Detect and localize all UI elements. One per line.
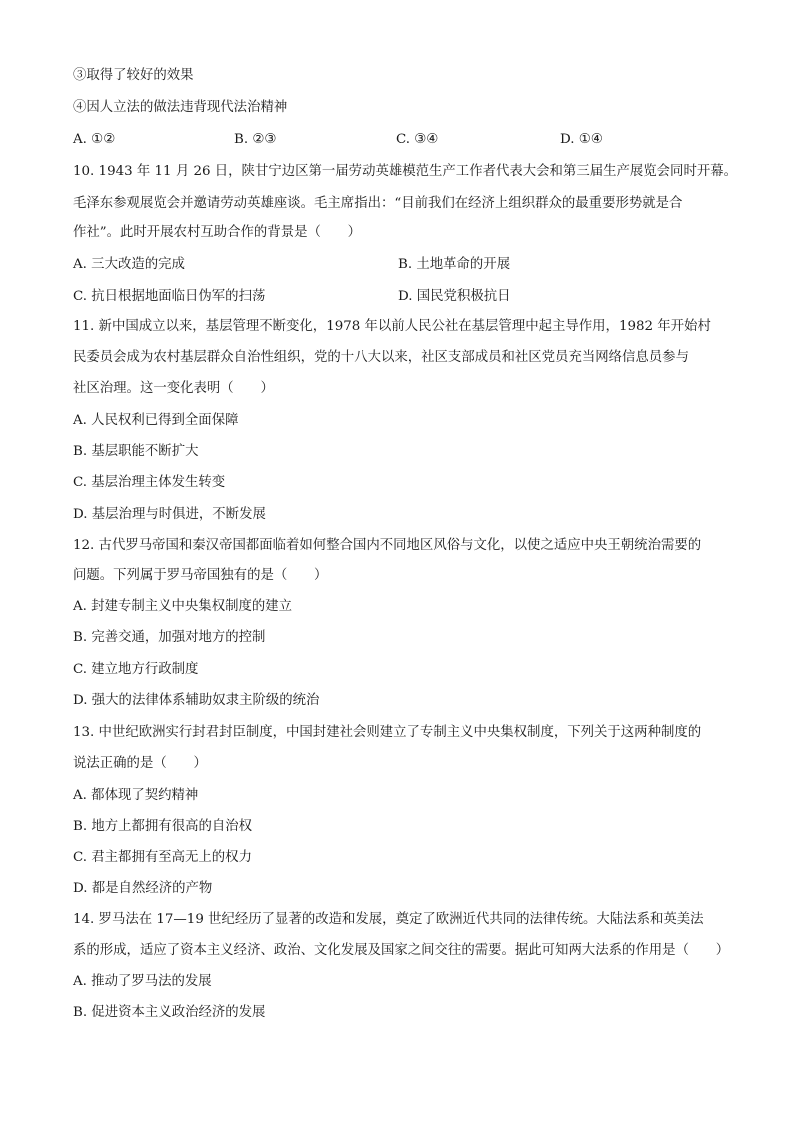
q10-stem-line-2: 毛泽东参观展览会并邀请劳动英雄座谈。毛主席指出：“目前我们在经济上组织群众的最重要形势就是合 [73, 196, 683, 211]
statement-4: ④因人立法的做法违背现代法治精神 [73, 100, 288, 115]
q13-option-d: D. 都是自然经济的产物 [73, 881, 213, 896]
q12-option-c: C. 建立地方行政制度 [73, 662, 199, 677]
q10-option-b: B. 土地革命的开展 [398, 257, 511, 272]
q11-stem-line-3: 社区治理。这一变化表明（ ） [73, 381, 274, 396]
q10-option-d: D. 国民党积极抗日 [398, 289, 511, 304]
q11-option-d: D. 基层治理与时俱进，不断发展 [73, 507, 266, 522]
q12-stem-line-2: 问题。下列属于罗马帝国独有的是（ ） [73, 568, 328, 583]
q12-option-d: D. 强大的法律体系辅助奴隶主阶级的统治 [73, 693, 320, 708]
q13-option-b: B. 地方上都拥有很高的自治权 [73, 819, 253, 834]
q11-stem-line-1: 11. 新中国成立以来，基层管理不断变化，1978 年以前人民公社在基层管理中起主导作用，1982 年开始村 [73, 319, 711, 334]
q14-stem-line-1: 14. 罗马法在 17—19 世纪经历了显著的改造和发展，奠定了欧洲近代共同的法律传统。大陆法系和英美法 [73, 912, 704, 927]
q9-option-d: D. ①④ [560, 132, 603, 147]
q10-option-a: A. 三大改造的完成 [73, 257, 185, 272]
q12-option-a: A. 封建专制主义中央集权制度的建立 [73, 599, 293, 614]
q12-stem-line-1: 12. 古代罗马帝国和秦汉帝国都面临着如何整合国内不同地区风俗与文化，以使之适应中央王朝统治需要的 [73, 538, 702, 553]
q10-stem-line-1: 10. 1943 年 11 月 26 日，陕甘宁边区第一届劳动英雄模范生产工作者代表大会和第三届生产展览会同时开幕。 [73, 164, 738, 179]
q14-option-a: A. 推动了罗马法的发展 [73, 974, 212, 989]
q13-stem-line-1: 13. 中世纪欧洲实行封君封臣制度，中国封建社会则建立了专制主义中央集权制度，下列关于这两种制度的 [73, 725, 702, 740]
q14-option-b: B. 促进资本主义政治经济的发展 [73, 1005, 266, 1020]
q12-option-b: B. 完善交通，加强对地方的控制 [73, 630, 266, 645]
q9-option-a: A. ①② [73, 132, 116, 147]
q11-stem-line-2: 民委员会成为农村基层群众自治性组织，党的十八大以来，社区支部成员和社区党员充当网络信息员参与 [73, 350, 689, 365]
q10-option-c: C. 抗日根据地面临日伪军的扫荡 [73, 289, 266, 304]
q13-stem-line-2: 说法正确的是（ ） [73, 756, 207, 771]
q9-option-c: C. ③④ [396, 132, 439, 147]
q11-option-b: B. 基层职能不断扩大 [73, 444, 199, 459]
q9-option-b: B. ②③ [234, 132, 277, 147]
q11-option-a: A. 人民权利已得到全面保障 [73, 413, 239, 428]
q13-option-c: C. 君主都拥有至高无上的权力 [73, 850, 252, 865]
statement-3: ③取得了较好的效果 [73, 68, 194, 83]
q13-option-a: A. 都体现了契约精神 [73, 788, 199, 803]
q11-option-c: C. 基层治理主体发生转变 [73, 475, 226, 490]
q14-stem-line-2: 系的形成，适应了资本主义经济、政治、文化发展及国家之间交往的需要。据此可知两大法系的作用是（ ） [73, 943, 730, 958]
q10-stem-line-3: 作社”。此时开展农村互助合作的背景是（ ） [73, 225, 362, 240]
